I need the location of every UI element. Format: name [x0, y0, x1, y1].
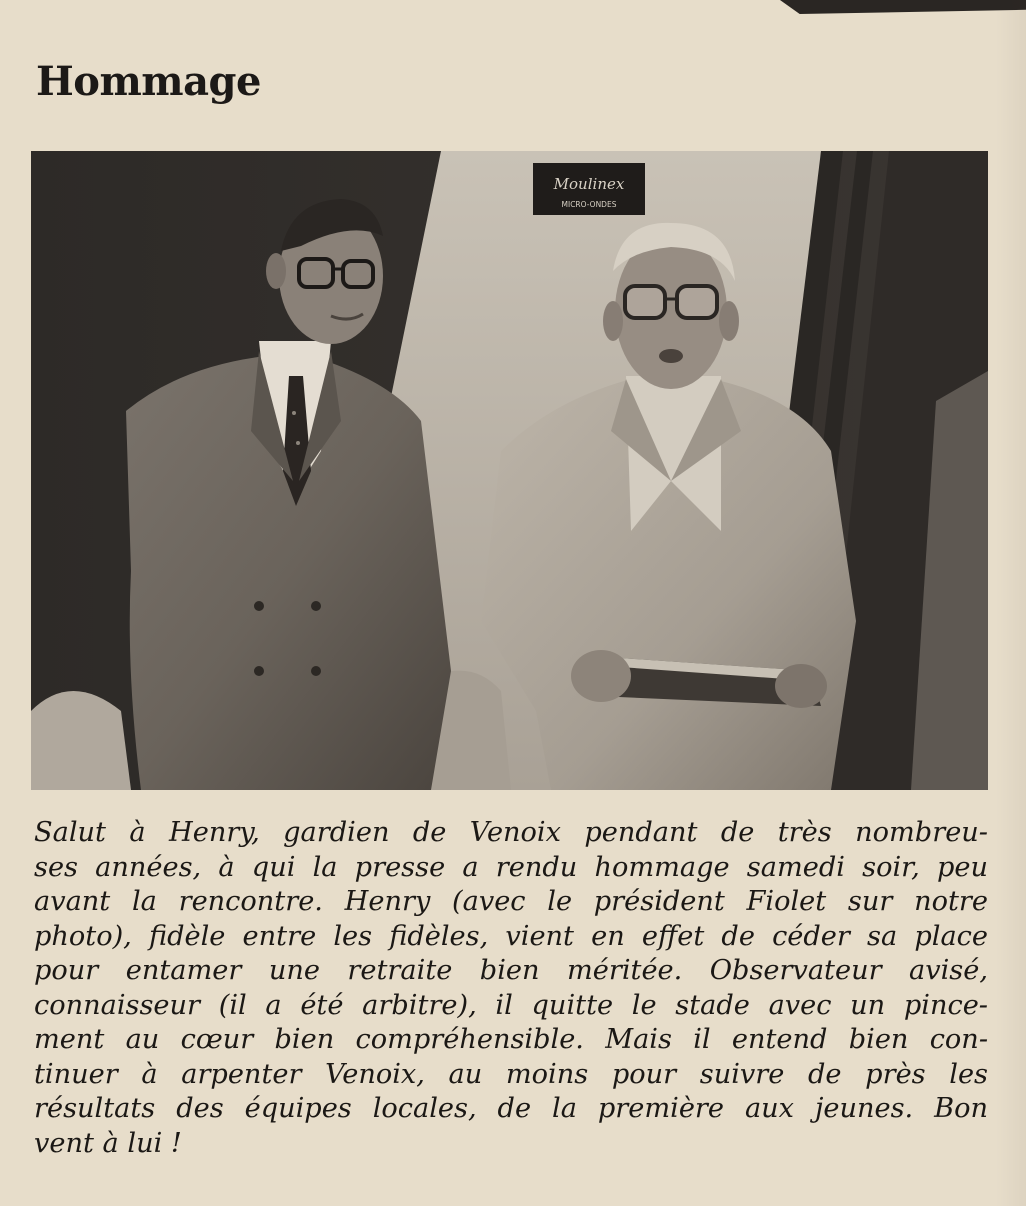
caption-line: résultats des équipes locales, de la première aux jeunes. Bon: [34, 1093, 988, 1124]
caption-line: photo), fidèle entre les fidèles, vient en effet de céder sa place: [34, 920, 988, 952]
page-edge-shadow: [996, 0, 1026, 1206]
caption-line: tinuer à arpenter Venoix, au moins pour suivre de près les: [34, 1058, 988, 1090]
caption-line: connaisseur (il a été arbitre), il quitte le stade avec un pince-: [34, 989, 988, 1021]
moulinex-sign: [533, 163, 645, 215]
article-photo: [31, 151, 988, 790]
caption-line: Salut à Henry, gardien de Venoix pendant de très nombreu-: [34, 817, 988, 848]
caption-line: pour entamer une retraite bien méritée. Observateur avisé,: [34, 955, 988, 986]
caption-line: avant la rencontre. Henry (avec le président Fiolet sur notre: [34, 886, 988, 917]
caption-line: vent à lui !: [34, 1127, 182, 1159]
photo-caption: [34, 816, 988, 1161]
svg-text:MICRO-ONDES: MICRO-ONDES: [561, 200, 617, 209]
caption-line: ment au cœur bien compréhensible. Mais il entend bien con-: [34, 1024, 988, 1055]
caption-line: ses années, à qui la presse a rendu hommage samedi soir, peu: [34, 851, 988, 883]
svg-text:Moulinex: Moulinex: [553, 175, 625, 193]
article-headline: Hommage: [36, 58, 261, 105]
previous-article-headline-fragment: [780, 0, 1026, 14]
photo-illustration: [31, 151, 988, 790]
